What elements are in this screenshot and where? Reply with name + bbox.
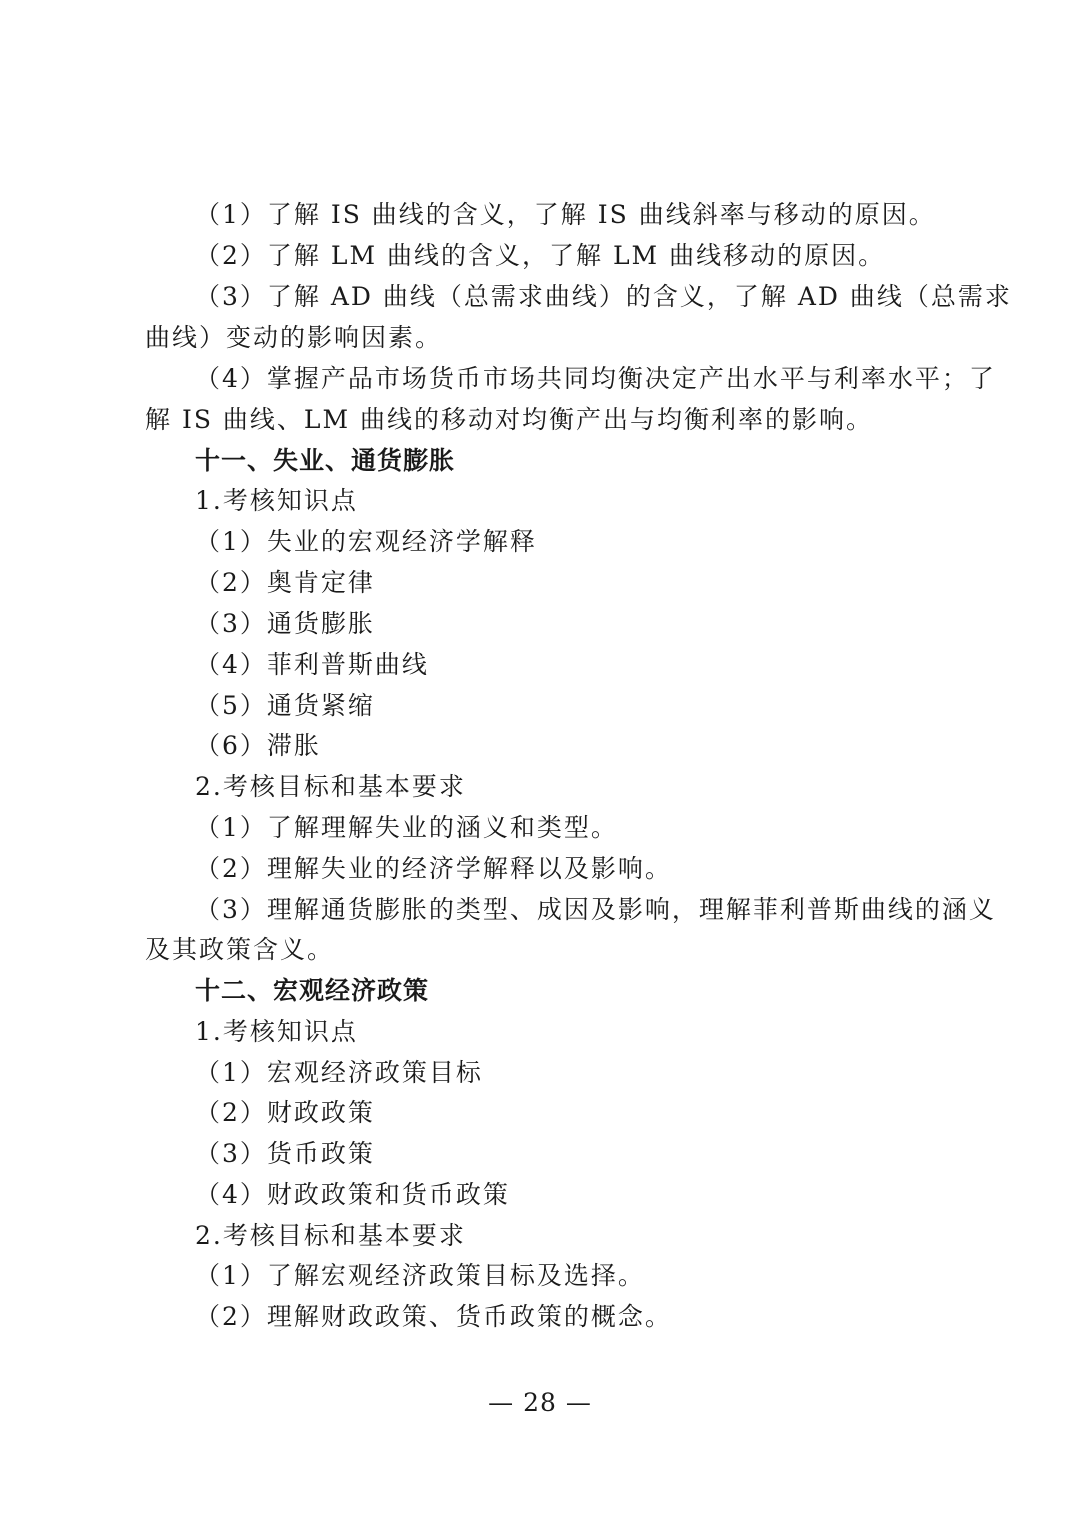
body-text-line: （3）了解 AD 曲线（总需求曲线）的含义，了解 AD 曲线（总需求 [195,282,1012,311]
list-item: （1）了解理解失业的涵义和类型。 [195,813,618,842]
list-item: （3）通货膨胀 [195,609,375,638]
list-item: （3）理解通货膨胀的类型、成因及影响，理解菲利普斯曲线的涵义 [195,895,996,924]
list-item: （2）理解失业的经济学解释以及影响。 [195,854,672,883]
body-text-line: 曲线）变动的影响因素。 [145,323,443,352]
list-item: （6）滞胀 [195,731,321,760]
list-item: （3）货币政策 [195,1139,375,1168]
body-text-line: （4）掌握产品市场货币市场共同均衡决定产出水平与利率水平；了 [195,364,996,393]
section-heading: 十二、宏观经济政策 [195,976,430,1005]
list-item: （4）财政政策和货币政策 [195,1180,510,1209]
list-item: （1）失业的宏观经济学解释 [195,527,537,556]
section-heading: 十一、失业、通货膨胀 [195,446,456,475]
list-item: （1）了解宏观经济政策目标及选择。 [195,1261,645,1290]
list-item: （2）奥肯定律 [195,568,375,597]
list-item: （2）财政政策 [195,1098,375,1127]
subsection-title: 2.考核目标和基本要求 [195,772,466,801]
subsection-title: 1.考核知识点 [195,486,358,515]
page-number: — 28 — [488,1388,592,1417]
body-text-line: （1）了解 IS 曲线的含义，了解 IS 曲线斜率与移动的原因。 [195,200,936,229]
list-item: （2）理解财政政策、货币政策的概念。 [195,1302,672,1331]
body-text-line: 及其政策含义。 [145,935,335,964]
body-text-line: 解 IS 曲线、LM 曲线的移动对均衡产出与均衡利率的影响。 [145,405,874,434]
subsection-title: 2.考核目标和基本要求 [195,1221,466,1250]
body-text-line: （2）了解 LM 曲线的含义，了解 LM 曲线移动的原因。 [195,241,886,270]
list-item: （1）宏观经济政策目标 [195,1058,483,1087]
list-item: （4）菲利普斯曲线 [195,650,429,679]
list-item: （5）通货紧缩 [195,691,375,720]
subsection-title: 1.考核知识点 [195,1017,358,1046]
